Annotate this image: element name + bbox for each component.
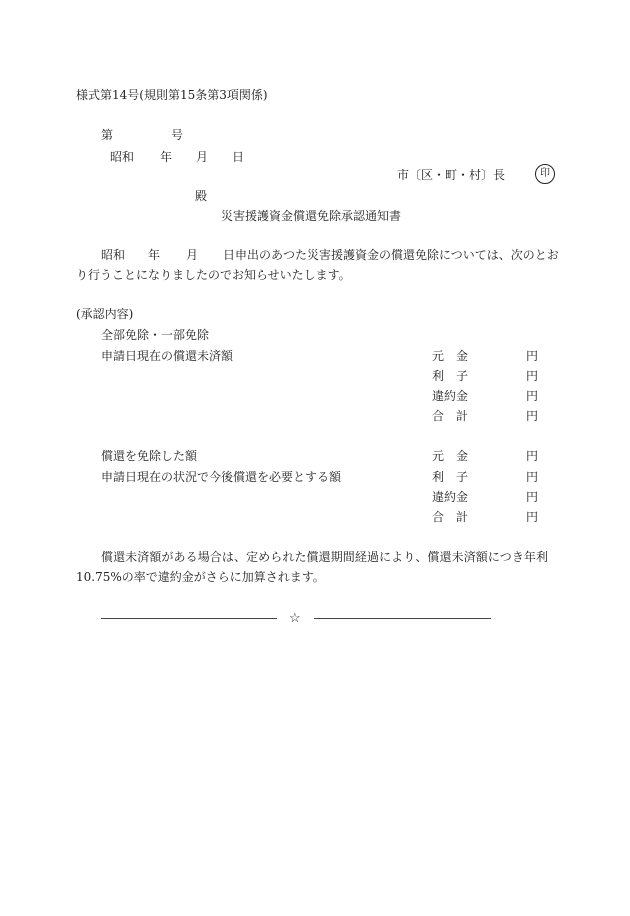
row-unit-yen: 円	[526, 490, 539, 504]
row-unit-yen: 円	[526, 389, 539, 403]
note-line-1: 償還未済額がある場合は、定められた償還期間経過により、償還未済額につき年利	[101, 550, 548, 564]
note-line-2: 10.75%の率で違約金がさらに加算されます。	[76, 570, 325, 584]
divider-line-left	[101, 618, 277, 619]
document-number-suffix: 号	[171, 128, 184, 142]
date-month: 月	[196, 150, 209, 164]
row-unit-yen: 円	[526, 449, 539, 463]
star-icon: ☆	[289, 611, 301, 626]
row-unit-yen: 円	[526, 369, 539, 383]
row-label-penalty: 違約金	[432, 490, 469, 504]
body-line-1: 日申出のあつた災害援護資金の償還免除については、次のとお	[223, 248, 559, 262]
row-label-interest: 利 子	[432, 369, 469, 383]
date-era: 昭和	[110, 150, 135, 164]
body-month: 月	[186, 248, 199, 262]
section-label-remaining: 申請日現在の状況で今後償還を必要とする額	[101, 470, 342, 484]
document-title: 災害援護資金償還免除承認通知書	[221, 209, 402, 223]
body-era: 昭和	[101, 248, 126, 262]
body-year: 年	[148, 248, 161, 262]
date-year: 年	[160, 150, 173, 164]
row-label-total: 合 計	[432, 409, 469, 423]
row-unit-yen: 円	[526, 349, 539, 363]
row-unit-yen: 円	[526, 470, 539, 484]
addressee-honorific: 殿	[195, 189, 208, 203]
row-label-total: 合 計	[432, 510, 469, 524]
document-number-prefix: 第	[101, 128, 114, 142]
issuer-title: 市〔区・町・村〕長	[397, 168, 506, 182]
section-label-outstanding: 申請日現在の償還未済額	[101, 349, 234, 363]
row-label-principal: 元 金	[432, 449, 469, 463]
section-label-exempted: 償還を免除した額	[101, 449, 198, 463]
row-unit-yen: 円	[526, 409, 539, 423]
approval-heading: (承認内容)	[76, 307, 134, 321]
row-label-penalty: 違約金	[432, 389, 469, 403]
date-day: 日	[232, 150, 245, 164]
row-label-principal: 元 金	[432, 349, 469, 363]
row-unit-yen: 円	[526, 510, 539, 524]
body-line-2: り行うことになりましたのでお知らせいたします。	[76, 268, 351, 282]
row-label-interest: 利 子	[432, 470, 469, 484]
form-number-header: 様式第14号(規則第15条第3項関係)	[76, 88, 268, 102]
approval-type: 全部免除・一部免除	[101, 328, 210, 342]
divider-line-right	[314, 618, 491, 619]
seal-stamp: 印	[535, 164, 555, 184]
